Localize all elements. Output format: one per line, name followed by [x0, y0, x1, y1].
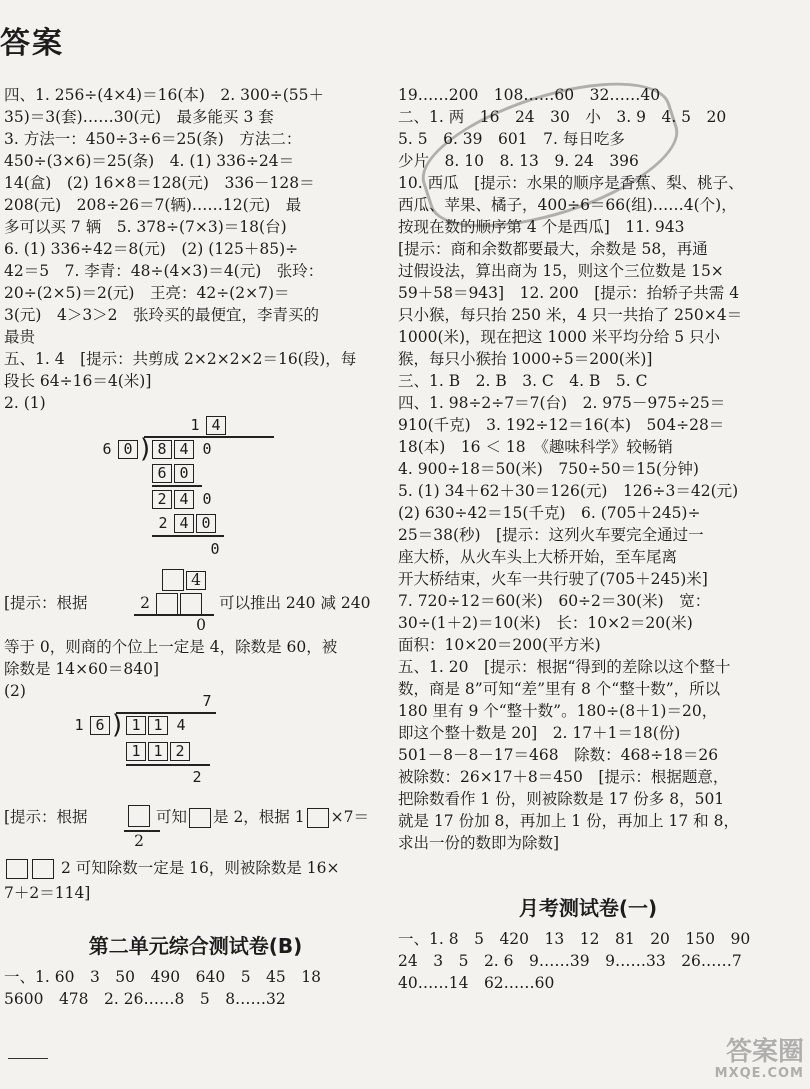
answer-line: 910(千克) 3. 192÷12＝16(本) 504÷28＝ — [398, 416, 725, 434]
answer-line: 19……200 108……60 32……40 — [398, 86, 661, 104]
answer-line: 二、1. 两 16 24 30 小 3. 9 4. 5 20 — [398, 108, 727, 126]
answer-line: [提示：商和余数都要最大，余数是 58，再通 — [398, 240, 708, 258]
answer-box — [32, 859, 54, 879]
answer-line: 3(元) 4＞3＞2 张玲买的最便宜，李青买的 — [4, 306, 320, 324]
hint-text: 2 可知除数一定是 16，则被除数是 16× — [60, 859, 340, 877]
answer-line: 座大桥，从火车头上大桥开始，至车尾离 — [398, 548, 678, 566]
answer-line: 数，商是 8”可知“差”里有 8 个“整十数”，所以 — [398, 680, 721, 698]
answer-line: 5. 5 6. 39 601 7. 每日吃多 — [398, 130, 625, 148]
answer-line: 四、1. 98÷2÷7＝7(台) 2. 975－975÷25＝ — [398, 394, 726, 412]
answer-line: 20÷(2×5)＝2(元) 王亮：42÷(2×7)＝ — [4, 284, 290, 302]
answer-line: 24 3 5 2. 6 9……39 9……33 26……7 — [398, 952, 742, 970]
answer-box: 4 — [206, 416, 226, 435]
answer-box: 0 — [174, 464, 194, 483]
answer-line: 面积：10×20＝200(平方米) — [398, 636, 601, 654]
answer-line: 即这个整十数是 20] 2. 17＋1＝18(份) — [398, 724, 681, 742]
footer-rule — [8, 1058, 48, 1059]
answer-line: 猴，每只小猴抬 1000÷5＝200(米)] — [398, 350, 653, 368]
answer-line: 5. (1) 34＋62＋30＝126(元) 126÷3＝42(元) — [398, 482, 739, 500]
section-title: 第二单元综合测试卷(B) — [88, 934, 303, 958]
quotient-digit: 1 — [190, 416, 200, 434]
answer-box: 4 — [174, 514, 194, 533]
answer-box: 1 — [126, 742, 146, 761]
answer-box — [180, 593, 202, 615]
answer-line: 450÷(3×6)＝25(条) 4. (1) 336÷24＝ — [4, 152, 295, 170]
answer-box — [128, 805, 150, 827]
answer-box: 1 — [148, 742, 168, 761]
answer-line: 35)＝3(套)……30(元) 最多能买 3 套 — [4, 108, 274, 126]
answer-line: 最贵 — [4, 328, 36, 346]
answer-box: 0 — [118, 440, 138, 459]
answer-line: 三、1. B 2. B 3. C 4. B 5. C — [398, 372, 648, 390]
answer-box: 2 — [170, 742, 190, 761]
part-label: (2) — [4, 682, 26, 700]
answer-line: 59＋58＝943] 12. 200 [提示：抬轿子共需 4 — [398, 284, 740, 302]
answer-box: 6 — [90, 716, 110, 735]
answer-line: 30÷(1＋2)＝10(米) 长：10×2＝20(米) — [398, 614, 693, 632]
final-remainder: 2 — [192, 768, 202, 786]
answer-line: (2) 630÷42＝15(千克) 6. (705＋245)÷ — [398, 504, 701, 522]
answer-line: 被除数：26×17＋8＝450 [提示：根据题意， — [398, 768, 729, 786]
answer-line: 7. 720÷12＝60(米) 60÷2＝30(米) 宽： — [398, 592, 711, 610]
answer-line: 把除数看作 1 份，则被除数是 17 份多 8，501 — [398, 790, 725, 808]
answer-line: 一、1. 8 5 420 13 12 81 20 150 90 — [398, 930, 751, 948]
answer-box: 6 — [152, 464, 172, 483]
answer-box — [189, 808, 211, 828]
answer-line: 4. 900÷18＝50(米) 750÷50＝15(分钟) — [398, 460, 699, 478]
answer-box: 1 — [148, 716, 168, 735]
watermark-text: 答案圈 — [725, 1037, 804, 1067]
subtraction-line — [152, 535, 224, 537]
divisor-digit: 1 — [74, 716, 84, 734]
answer-box: 8 — [152, 440, 172, 459]
left-answers-block — [4, 84, 387, 414]
division-bracket: ) — [140, 434, 151, 464]
answer-line: 五、1. 20 [提示：根据“得到的差除以这个整十 — [398, 658, 731, 676]
final-remainder: 0 — [210, 540, 220, 558]
answer-line: 6. (1) 336÷42＝8(元) (2) (125＋85)÷ — [4, 240, 299, 258]
answer-line: 1000(米)，现在把这 1000 米平均分给 5 只小 — [398, 328, 721, 346]
hint-middle2: 是 2，根据 1 — [213, 808, 305, 826]
answer-box — [6, 859, 28, 879]
answer-line: 40……14 62……60 — [398, 974, 555, 992]
answer-line: 2. (1) — [4, 394, 46, 412]
mini-final-digit: 0 — [196, 616, 206, 634]
hint-line: 7＋2＝114] — [4, 884, 91, 902]
left-column — [4, 84, 387, 1010]
product-digit: 2 — [158, 514, 168, 532]
answer-box: 4 — [174, 490, 194, 509]
hint-line: 除数是 14×60＝840] — [4, 660, 159, 678]
answer-line: 只小猴，每只抬 250 米，4 只一共抬了 250×4＝ — [398, 306, 743, 324]
answer-line: 多可以买 7 辆 5. 378÷(7×3)＝18(台) — [4, 218, 287, 236]
quotient-digit: 7 — [202, 692, 212, 710]
long-division-1 — [4, 414, 387, 566]
answer-box — [156, 593, 178, 615]
left-answers-block-2 — [4, 966, 387, 1010]
answer-line: 过假设法，算出商为 15，则这个三位数是 15× — [398, 262, 724, 280]
answer-box — [162, 569, 184, 591]
answer-line: 一、1. 60 3 50 490 640 5 45 18 — [4, 968, 322, 986]
right-column — [398, 84, 778, 994]
right-answers-block — [398, 84, 778, 854]
hint-suffix: ×7＝ — [330, 808, 369, 826]
answer-box: 1 — [126, 716, 146, 735]
answer-line: 501－8－8－17＝468 除数：468÷18＝26 — [398, 746, 719, 764]
hint-1-diagram — [4, 566, 387, 636]
right-answers-block-2 — [398, 928, 778, 994]
answer-line: 西瓜、苹果、橘子，400÷6＝66(组)……4(个)， — [398, 196, 737, 214]
remainder-digit: 0 — [202, 490, 212, 508]
answer-line: 14(盒) (2) 16×8＝128(元) 336－128＝ — [4, 174, 315, 192]
division-bracket: ) — [112, 710, 123, 740]
watermark-url: MXQE.COM — [714, 1066, 804, 1081]
page-header: 答案 — [0, 26, 64, 61]
hint-2-diagram — [4, 798, 387, 854]
hint-line — [4, 854, 387, 882]
answer-line: 段长 64÷16＝4(米)] — [4, 372, 152, 390]
answer-line: 42＝5 7. 李青：48÷(4×3)＝4(元) 张玲： — [4, 262, 324, 280]
answer-line: 180 里有 9 个“整十数”。180÷(8＋1)＝20， — [398, 702, 718, 720]
answer-line: 五、1. 4 [提示：共剪成 2×2×2×2＝16(段)，每 — [4, 350, 357, 368]
answer-line: 少片 8. 10 8. 13 9. 24 396 — [398, 152, 639, 170]
answer-box — [307, 808, 329, 828]
answer-line: 5600 478 2. 26……8 5 8……32 — [4, 990, 286, 1008]
answer-line: 208(元) 208÷26＝7(辆)……12(元) 最 — [4, 196, 302, 214]
answer-line: 求出一份的数即为除数] — [398, 834, 560, 852]
answer-line: 就是 17 份加 8，再加上 1 份，再加上 17 和 8， — [398, 812, 739, 830]
answer-line: 3. 方法一：450÷3÷6＝25(条) 方法二： — [4, 130, 302, 148]
subtraction-line — [152, 485, 202, 487]
answer-line: 四、1. 256÷(4×4)＝16(本) 2. 300÷(55＋ — [4, 86, 324, 104]
mini-final-digit: 2 — [134, 832, 144, 850]
dividend-digit: 4 — [176, 716, 186, 734]
answer-line: 18(本) 16 ＜ 18 《趣味科学》较畅销 — [398, 438, 673, 456]
answer-line: 按现在数的顺序第 4 个是西瓜] 11. 943 — [398, 218, 685, 236]
answer-line: 开大桥结束，火车一共行驶了(705＋245)米] — [398, 570, 708, 588]
hint-prefix: [提示：根据 — [4, 808, 88, 826]
site-watermark — [714, 1037, 804, 1085]
dividend-digit: 0 — [202, 440, 212, 458]
hint-line: 等于 0，则商的个位上一定是 4，除数是 60，被 — [4, 638, 338, 656]
answer-line: 10. 西瓜 [提示：水果的顺序是香蕉、梨、桃子、 — [398, 174, 744, 192]
answer-box: 4 — [186, 571, 206, 590]
hint-middle: 可知 — [156, 808, 188, 826]
hint-prefix: [提示：根据 — [4, 594, 88, 612]
answer-box: 0 — [196, 514, 216, 533]
long-division-2 — [4, 692, 387, 798]
divisor-digit: 6 — [102, 440, 112, 458]
hint-suffix: 可以推出 240 减 240 — [219, 594, 371, 612]
answer-box: 2 — [152, 490, 172, 509]
answer-box: 4 — [174, 440, 194, 459]
section-title: 月考测试卷(一) — [518, 896, 658, 920]
answer-line: 25＝38(秒) [提示：这列火车要完全通过一 — [398, 526, 704, 544]
mini-lead-digit: 2 — [140, 594, 150, 612]
